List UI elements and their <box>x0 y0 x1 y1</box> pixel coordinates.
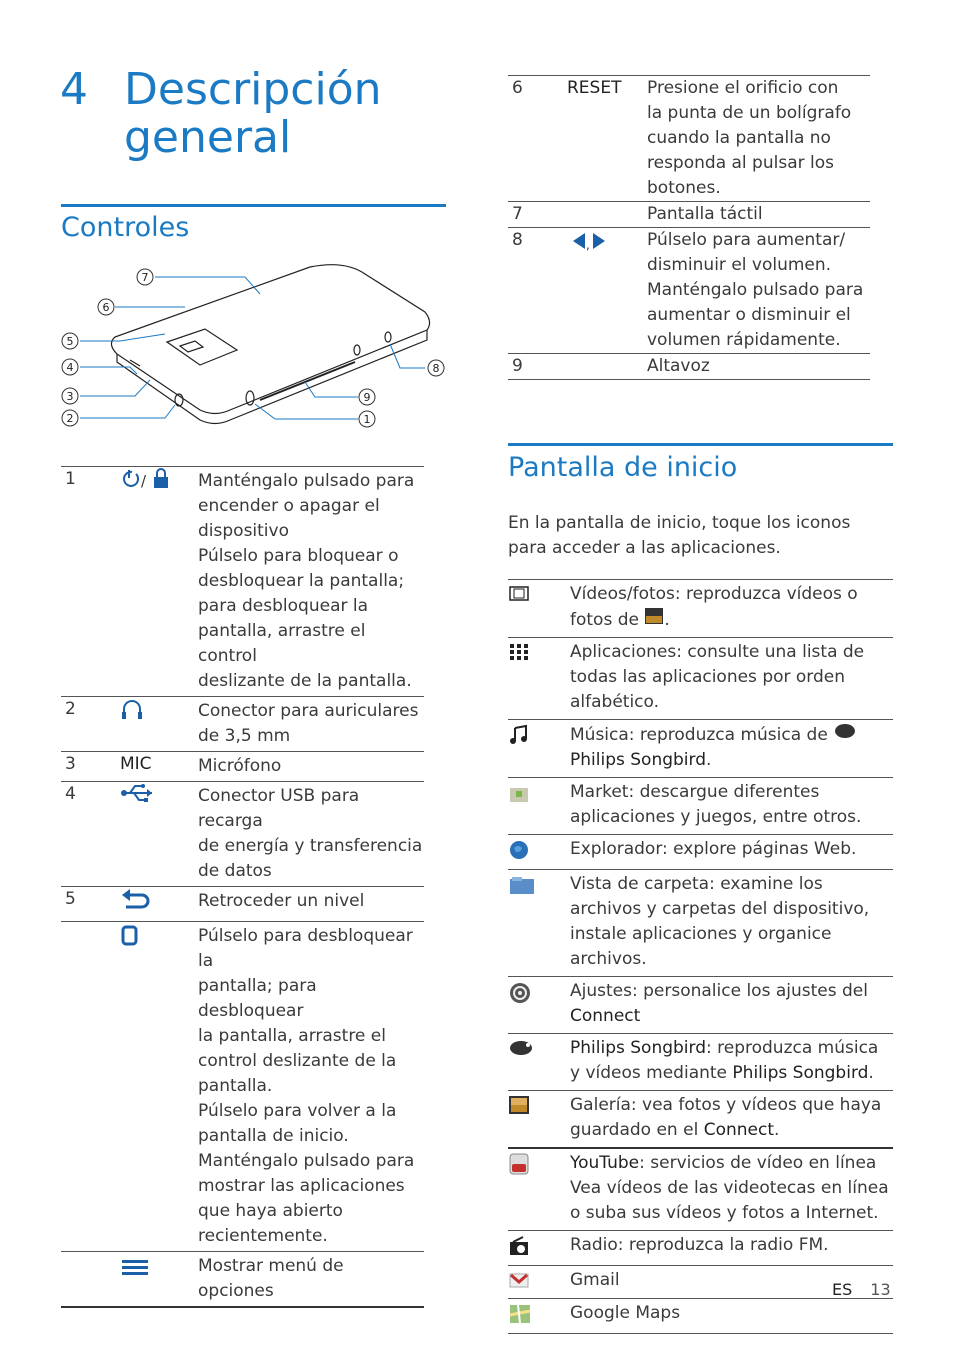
table-row <box>61 1252 424 1308</box>
songbird-icon <box>508 1038 534 1058</box>
svg-text:/: / <box>141 472 147 490</box>
controls-table <box>61 466 424 1308</box>
songbird-end: . <box>868 1063 874 1083</box>
callout-9: 9 <box>363 391 371 404</box>
table-row <box>508 228 870 354</box>
footer-lang: ES <box>832 1280 853 1299</box>
table-row <box>508 638 893 720</box>
desc-line: Retroceder un nivel <box>198 891 365 911</box>
songbird-brand-2: Philips Songbird <box>732 1063 869 1083</box>
desc-line: de datos <box>198 861 272 881</box>
table-row <box>61 752 424 782</box>
desc-line: para desbloquear la <box>198 596 369 616</box>
gmail-icon <box>508 1270 530 1290</box>
row-number: 6 <box>512 78 523 98</box>
desc-line: Conector para auriculares <box>198 701 419 721</box>
row-number <box>61 922 120 1252</box>
table-row <box>61 922 424 1252</box>
row-number <box>61 1252 120 1308</box>
table-row <box>508 720 893 778</box>
songbird-text: : reproduzca música y vídeos mediante <box>570 1038 879 1083</box>
table-row <box>508 580 893 638</box>
device-diagram <box>55 262 455 437</box>
table-row <box>508 870 893 977</box>
desc-line: volumen rápidamente. <box>647 330 841 350</box>
desc-line: botones. <box>647 178 721 198</box>
back-icon <box>120 887 152 913</box>
desc-line: Altavoz <box>647 356 710 376</box>
svg-text:,: , <box>586 238 590 252</box>
section-rule <box>508 443 893 446</box>
music-note-icon <box>508 724 530 746</box>
table-row <box>61 697 424 752</box>
headphones-icon <box>120 697 144 723</box>
row-number: 4 <box>65 784 76 804</box>
table-row <box>508 835 893 870</box>
chapter-number: 4 <box>60 64 88 115</box>
gallery-brand: Connect <box>703 1120 774 1140</box>
desc-line: que haya abierto <box>198 1201 343 1221</box>
section-rule <box>61 204 446 207</box>
gallery-small-icon <box>644 607 664 625</box>
callout-8: 8 <box>432 362 440 375</box>
folder-text: Vista de carpeta: examine los archivos y carpetas del dispositivo, instale aplicaciones y organice archivos. <box>570 874 870 969</box>
desc-line: pantalla, arrastre el control <box>198 621 366 666</box>
row-number: 5 <box>65 889 76 909</box>
desc-line: la punta de un bolígrafo <box>647 103 852 123</box>
row-number: 8 <box>512 230 523 250</box>
desc-line: aumentar o disminuir el <box>647 305 851 325</box>
chapter-title-line2: general <box>124 112 292 163</box>
row-number: 1 <box>65 469 76 489</box>
table-row <box>508 977 893 1034</box>
desc-line: desbloquear la pantalla; <box>198 571 405 591</box>
settings-text: Ajustes: personalice los ajustes del <box>570 981 868 1001</box>
gallery-icon <box>508 1095 530 1115</box>
callout-6: 6 <box>102 301 110 314</box>
home-heading: Pantalla de inicio <box>508 452 738 483</box>
desc-line: Conector USB para recarga <box>198 786 360 831</box>
reset-label: RESET <box>567 78 622 98</box>
gallery-end: . <box>774 1120 780 1140</box>
row-number: 9 <box>512 356 523 376</box>
music-brand: Philips Songbird <box>570 750 706 770</box>
page-footer <box>832 1280 909 1299</box>
table-row <box>508 354 870 380</box>
chapter-title <box>60 66 382 162</box>
callout-3: 3 <box>66 390 74 403</box>
videos-text-de: de <box>617 610 639 630</box>
home-icon <box>120 922 140 948</box>
videos-text: Vídeos/fotos: reproduzca vídeos o fotos <box>570 584 858 630</box>
songbird-brand: Philips Songbird <box>570 1038 706 1058</box>
table-row <box>508 202 870 228</box>
callout-1: 1 <box>363 413 371 426</box>
menu-icon <box>120 1252 152 1278</box>
browser-globe-icon <box>508 839 530 861</box>
page-number: 13 <box>870 1280 891 1299</box>
desc-line: de 3,5 mm <box>198 726 291 746</box>
mic-label: MIC <box>120 754 152 774</box>
market-icon <box>508 782 530 804</box>
usb-icon <box>120 782 156 804</box>
desc-line: Presione el orificio con <box>647 78 839 98</box>
folder-view-icon <box>508 874 536 896</box>
settings-icon <box>508 981 532 1005</box>
desc-line: deslizante de la pantalla. <box>198 671 412 691</box>
gallery-text: Galería: vea fotos y vídeos que haya guardado en el <box>570 1095 882 1140</box>
desc-line: recientemente. <box>198 1226 328 1246</box>
maps-icon <box>508 1303 532 1325</box>
maps-text: Google Maps <box>570 1303 681 1323</box>
desc-line: Púlselo para desbloquear la <box>198 926 413 971</box>
chapter-title-line1: Descripción <box>124 64 382 115</box>
table-row <box>61 782 424 887</box>
volume-arrows-icon <box>567 228 615 252</box>
browser-text: Explorador: explore páginas Web. <box>570 839 857 859</box>
apps-grid-icon <box>508 642 530 662</box>
row-number: 7 <box>512 204 523 224</box>
home-apps-table <box>508 579 893 1334</box>
row-icon-cell <box>567 202 647 228</box>
desc-line: Púlselo para aumentar/ <box>647 230 846 250</box>
videos-end: . <box>664 610 670 630</box>
power-lock-icon <box>120 467 176 491</box>
row-icon-cell <box>567 354 647 380</box>
desc-line: Manténgalo pulsado para <box>198 1151 415 1171</box>
apps-text: Aplicaciones: consulte una lista de todas las aplicaciones por orden alfabético. <box>570 642 865 712</box>
songbird-small-icon <box>833 722 857 740</box>
desc-line: Manténgalo pulsado para <box>198 471 415 491</box>
settings-brand: Connect <box>570 1006 641 1026</box>
radio-icon <box>508 1235 530 1257</box>
desc-line: Pantalla táctil <box>647 204 763 224</box>
table-row <box>508 1231 893 1266</box>
callout-2: 2 <box>66 412 74 425</box>
row-number: 2 <box>65 699 76 719</box>
table-row <box>508 1299 893 1334</box>
desc-line: pantalla. <box>198 1076 273 1096</box>
controls-heading: Controles <box>61 212 190 243</box>
desc-line: Micrófono <box>198 756 282 776</box>
desc-line: pantalla de inicio. <box>198 1126 349 1146</box>
row-desc <box>198 469 424 694</box>
callout-7: 7 <box>141 271 149 284</box>
home-intro: En la pantalla de inicio, toque los iconos para acceder a las aplicaciones. <box>508 513 851 558</box>
film-icon <box>508 584 530 602</box>
table-row <box>508 1034 893 1091</box>
table-row <box>508 1148 893 1231</box>
desc-line: cuando la pantalla no <box>647 128 831 148</box>
desc-line: Mostrar menú de opciones <box>198 1256 344 1301</box>
desc-line: control deslizante de la <box>198 1051 397 1071</box>
callout-4: 4 <box>66 361 74 374</box>
youtube-text: : servicios de vídeo en línea Vea vídeos de las videotecas en línea o suba sus vídeos y fotos a Internet. <box>570 1153 889 1223</box>
desc-line: mostrar las aplicaciones <box>198 1176 405 1196</box>
callout-5: 5 <box>66 335 74 348</box>
desc-line: disminuir el volumen. <box>647 255 832 275</box>
desc-line: Púlselo para bloquear o <box>198 546 399 566</box>
desc-line: responda al pulsar los <box>647 153 834 173</box>
table-row <box>508 778 893 835</box>
gmail-text: Gmail <box>570 1270 620 1290</box>
music-end: . <box>706 750 712 770</box>
desc-line: pantalla; para desbloquear <box>198 976 317 1021</box>
desc-line: de energía y transferencia <box>198 836 423 856</box>
desc-line: dispositivo <box>198 521 289 541</box>
desc-line: la pantalla, arrastre el <box>198 1026 386 1046</box>
table-row <box>61 467 424 697</box>
music-text: Música: reproduzca música de <box>570 725 828 745</box>
table-row <box>61 887 424 922</box>
controls-table-continued <box>508 75 870 380</box>
table-row <box>508 76 870 202</box>
youtube-icon <box>508 1153 530 1175</box>
desc-line: Púlselo para volver a la <box>198 1101 397 1121</box>
desc-line: Manténgalo pulsado para <box>647 280 864 300</box>
table-row <box>508 1091 893 1149</box>
market-text: Market: descargue diferentes aplicaciones y juegos, entre otros. <box>570 782 862 827</box>
radio-text: Radio: reproduzca la radio FM. <box>570 1235 829 1255</box>
desc-line: encender o apagar el <box>198 496 380 516</box>
row-number: 3 <box>65 754 76 774</box>
youtube-brand: YouTube <box>570 1153 640 1173</box>
